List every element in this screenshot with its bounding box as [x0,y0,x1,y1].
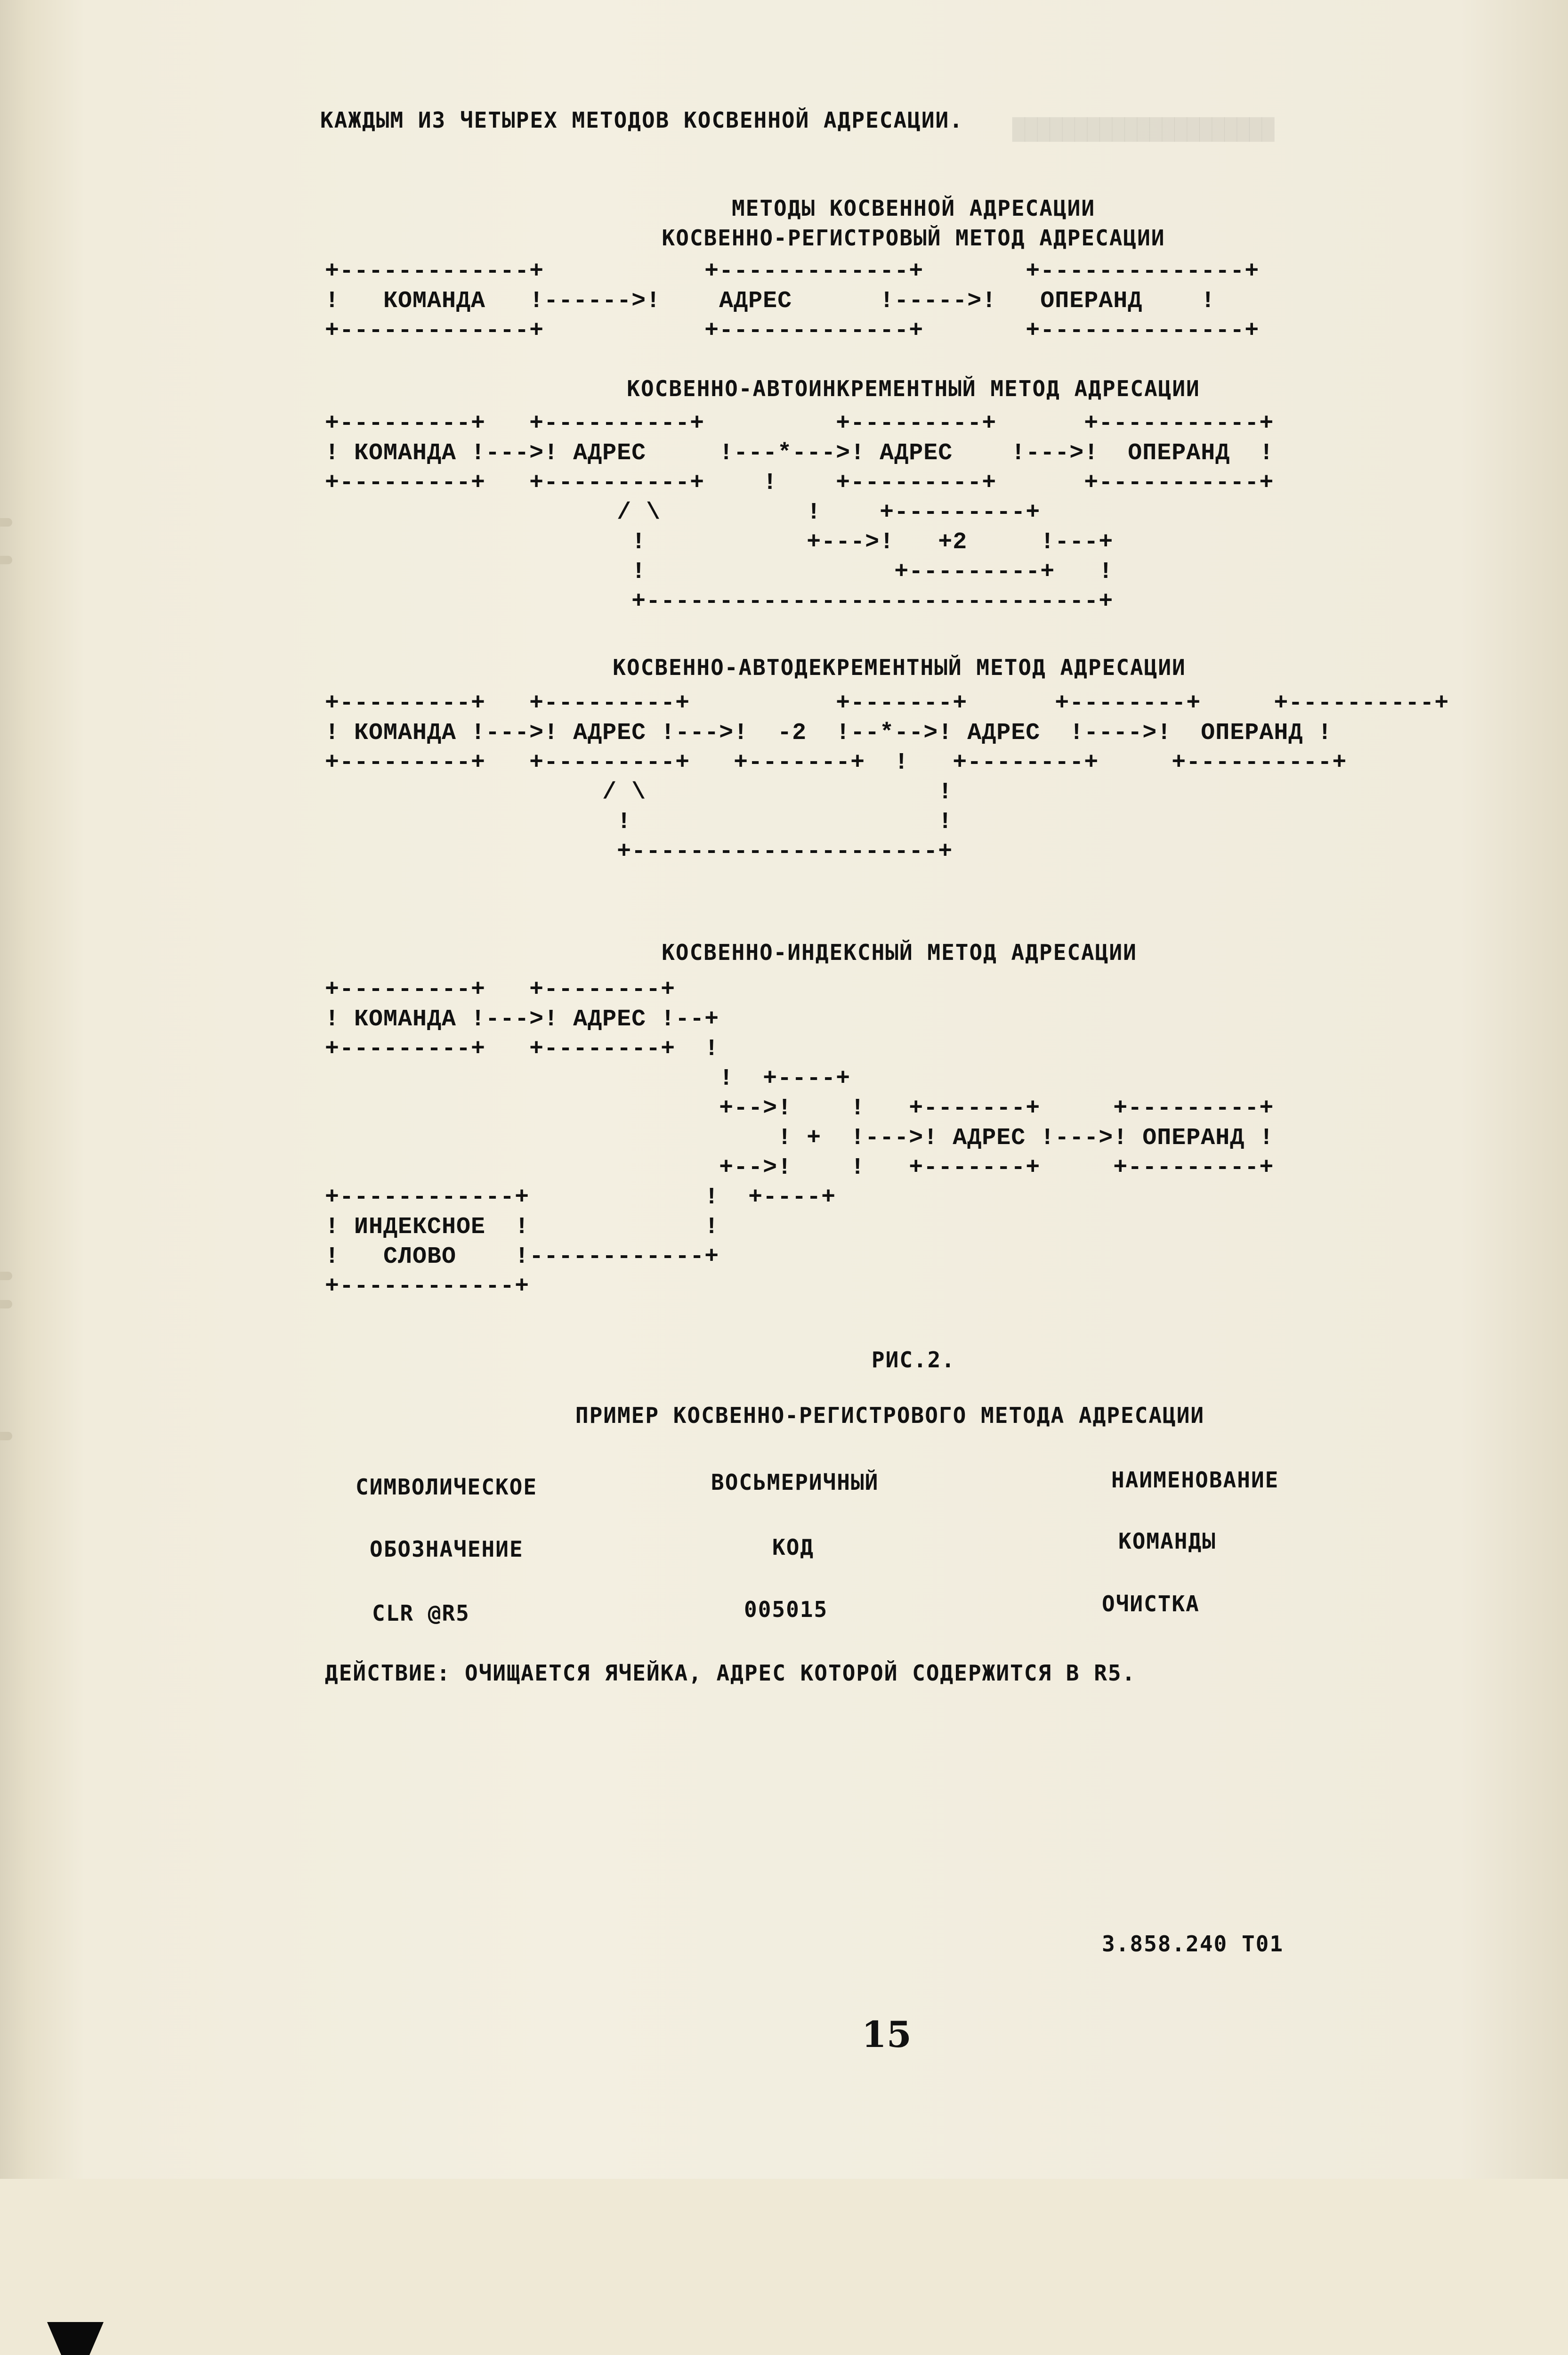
header-command: КОМАНДЫ [1118,1528,1216,1554]
binding-hole [0,518,12,527]
diagram-title-index-indirect: КОСВЕННО-ИНДЕКСНЫЙ МЕТОД АДРЕСАЦИИ [662,940,1137,965]
action-description: ДЕЙСТВИЕ: ОЧИЩАЕТСЯ ЯЧЕЙКА, АДРЕС КОТОРОЙ СОДЕРЖИТСЯ В R5. [325,1660,1136,1686]
diagram-title-autodecrement-indirect: КОСВЕННО-АВТОДЕКРЕМЕНТНЫЙ МЕТОД АДРЕСАЦИИ [613,655,1186,680]
header-octal: ВОСЬМЕРИЧНЫЙ [711,1470,879,1495]
header-designation: ОБОЗНАЧЕНИЕ [370,1536,524,1562]
document-code: 3.858.240 Т01 [1102,1931,1284,1957]
cell-octal-code: 005015 [744,1597,828,1622]
binding-hole [0,1432,12,1440]
cell-command-name: ОЧИСТКА [1102,1591,1200,1616]
figure-caption: РИС.2. [871,1347,956,1372]
diagram-autoincrement-indirect: +---------+ +----------+ +---------+ +-----------+ ! КОМАНДА !--->! АДРЕС !---*--->! АДРЕС !--->! ОПЕРАНД ! +---------+ +----------+ ! +---------+ +-----------+ / \ ! +---------+ ! +--->! +2 !---+ ! +---------+ ! +-------------------------------+ [325,410,1274,615]
header-name: НАИМЕНОВАНИЕ [1111,1467,1279,1493]
section-title: МЕТОДЫ КОСВЕННОЙ АДРЕСАЦИИ [731,195,1096,221]
bleed-through-text: █████████████████████ [1012,118,1275,142]
intro-line: КАЖДЫМ ИЗ ЧЕТЫРЕХ МЕТОДОВ КОСВЕННОЙ АДРЕСАЦИИ. [320,107,963,133]
page-number: 15 [862,2014,912,2055]
binding-hole [0,1272,12,1280]
header-symbolic: СИМВОЛИЧЕСКОЕ [356,1474,538,1500]
cell-mnemonic: CLR @R5 [372,1600,470,1626]
diagram-autodecrement-indirect: +---------+ +---------+ +-------+ +--------+ +----------+ ! КОМАНДА !--->! АДРЕС !--->! -2 !--*-->! АДРЕС !---->! ОПЕРАНД ! +---------+ +---------+ +-------+ ! +--------+ +----------+ / \ ! ! ! +---------------------+ [325,690,1449,865]
registration-marker-icon [47,2322,104,2355]
header-code: КОД [772,1535,815,1560]
diagram-register-indirect: +-------------+ +-------------+ +--------------+ ! КОМАНДА !------>! АДРЕС !----->! ОПЕРАНД ! +-------------+ +-------------+ +--------------+ [325,258,1260,344]
example-title: ПРИМЕР КОСВЕННО-РЕГИСТРОВОГО МЕТОДА АДРЕСАЦИИ [575,1403,1205,1428]
diagram-title-register-indirect: КОСВЕННО-РЕГИСТРОВЫЙ МЕТОД АДРЕСАЦИИ [662,225,1165,251]
binding-hole [0,556,12,564]
binding-hole [0,1300,12,1308]
diagram-index-indirect: +---------+ +--------+ ! КОМАНДА !--->! АДРЕС !--+ +---------+ +--------+ ! ! +----+ +-->! ! +-------+ +---------+ ! + !--->! АДРЕС !--->! ОПЕРАНД ! +-->! ! +-------+ +---------+ +------------+ ! +----+ ! ИНДЕКСНОЕ ! ! ! СЛОВО !------------+ +------------+ [325,976,1274,1300]
diagram-title-autoincrement-indirect: КОСВЕННО-АВТОИНКРЕМЕНТНЫЙ МЕТОД АДРЕСАЦИИ [627,376,1200,401]
